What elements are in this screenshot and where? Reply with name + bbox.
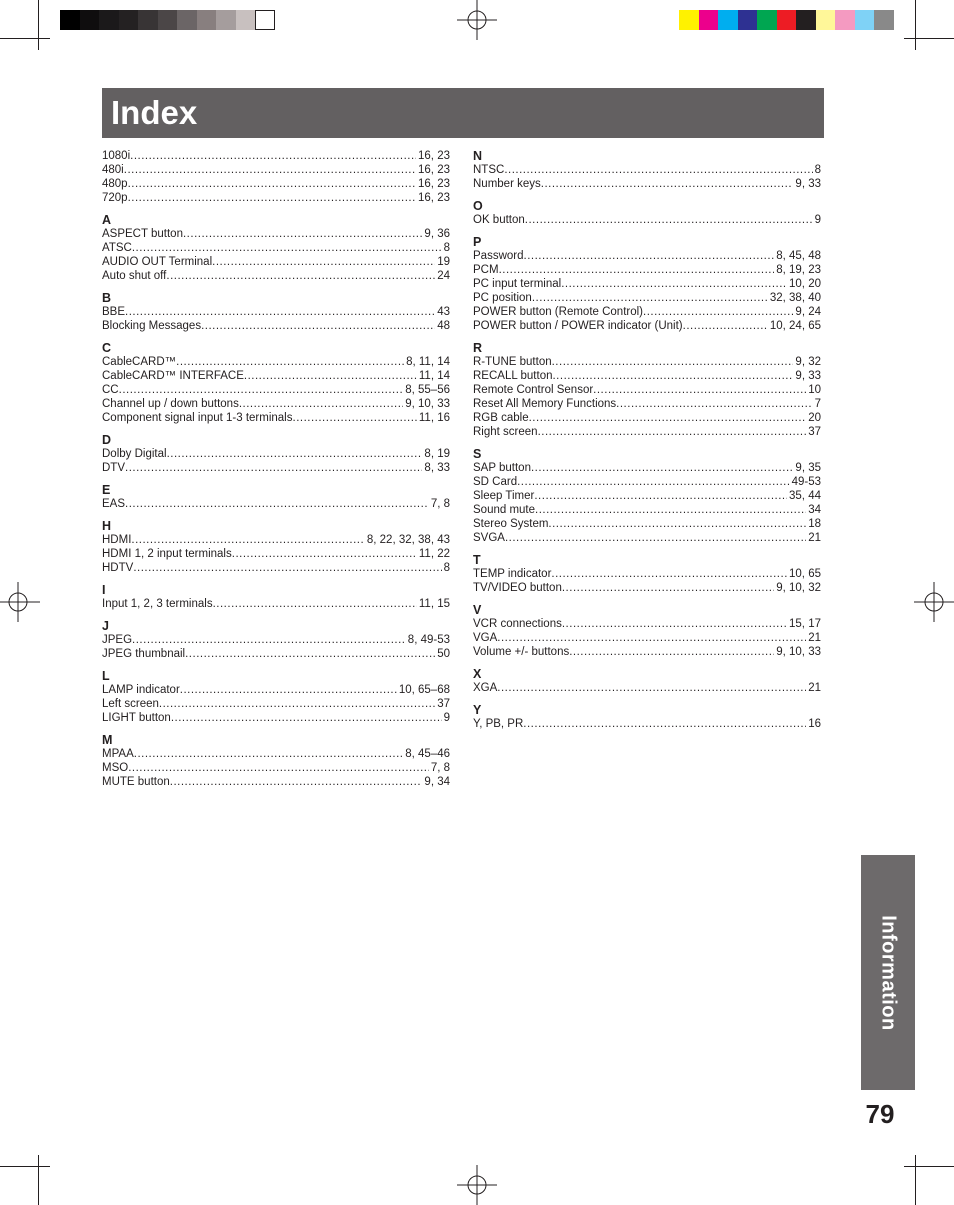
dot-leader [212,255,435,269]
index-page-refs: 49-53 [791,476,821,488]
index-entry [473,617,821,631]
index-section-letter: O [473,199,483,213]
index-page-refs: 32, 38, 40 [769,292,821,304]
index-entry [473,681,821,695]
index-page-refs: 8, 55–56 [405,384,450,396]
dot-leader [119,383,404,397]
index-term: 480i [102,164,124,176]
index-section-letter: A [102,213,112,227]
index-term: AUDIO OUT Terminal [102,256,213,268]
index-entry [102,461,450,475]
index-page-refs: 16, 23 [418,164,450,176]
index-entry [473,277,821,291]
index-entry [473,717,821,731]
index-page-refs: 20 [808,412,821,424]
index-column-left [102,149,450,789]
index-entry [473,291,821,305]
index-term: Channel up / down buttons [102,398,239,410]
index-page-refs: 10 [808,384,821,396]
dot-leader [213,597,417,611]
calibration-swatch [80,10,100,30]
calibration-swatch [60,10,80,30]
index-term: EAS [102,498,126,510]
dot-leader [534,489,787,503]
index-entry [102,355,450,369]
dot-leader [132,241,442,255]
index-page-refs: 8 [443,562,450,574]
index-section-letter: N [473,149,483,163]
index-entry [102,761,450,775]
index-entry [102,305,450,319]
index-page-refs: 7, 8 [430,762,450,774]
calibration-swatch [874,10,894,30]
index-page-refs: 37 [437,698,450,710]
color-calibration-bar [679,10,894,30]
index-term: PC input terminal [473,278,562,290]
index-section-letter: Y [473,703,482,717]
index-page-refs: 8 [443,242,450,254]
calibration-swatch [718,10,738,30]
index-entry [102,177,450,191]
dot-leader [239,397,403,411]
index-page-refs: 34 [808,504,821,516]
dot-leader [524,249,775,263]
page-title: Index [111,94,198,131]
index-entry [102,383,450,397]
dot-leader [128,761,429,775]
index-page-refs: 10, 24, 65 [769,320,821,332]
calibration-swatch [138,10,158,30]
index-page-refs: 8, 49-53 [407,634,450,646]
index-term: Stereo System [473,518,549,530]
index-page-refs: 8, 45–46 [405,748,450,760]
index-section-letter: I [102,583,106,597]
dot-leader [548,517,806,531]
dot-leader [176,355,404,369]
index-entry [473,531,821,545]
index-section-letter: C [102,341,112,355]
registration-mark-left [0,582,40,622]
index-term: Reset All Memory Functions [473,398,617,410]
index-section-letter: M [102,733,113,747]
index-page-refs: 16, 23 [418,192,450,204]
index-term: VGA [473,632,498,644]
dot-leader [125,305,435,319]
section-tab-label: Information [877,914,900,1031]
index-term: RECALL button [473,370,553,382]
index-page-refs: 8, 33 [424,462,450,474]
calibration-swatch [796,10,816,30]
index-entry [473,411,821,425]
index-term: Number keys [473,178,541,190]
index-entry [102,683,450,697]
index-entry [102,647,450,661]
dot-leader [504,163,812,177]
index-page-refs: 11, 22 [418,548,450,560]
index-entry [102,269,450,283]
index-term: TEMP indicator [473,568,552,580]
index-entry [473,305,821,319]
index-entry [102,241,450,255]
dot-leader [125,497,429,511]
index-entry [102,633,450,647]
index-entry [102,747,450,761]
index-section-letter: S [473,447,482,461]
index-entry [102,191,450,205]
index-entry [102,547,450,561]
index-entry [473,213,821,227]
index-entry [102,561,450,575]
index-page-refs: 24 [437,270,450,282]
registration-mark-top [457,0,497,40]
index-entry [473,645,821,659]
index-term: Sound mute [473,504,536,516]
index-entry [473,319,821,333]
dot-leader [183,227,422,241]
index-page-refs: 16, 23 [418,178,450,190]
index-page-refs: 8, 19 [424,448,450,460]
index-page-refs: 37 [808,426,821,438]
index-page-refs: 50 [437,648,450,660]
index-entry [473,249,821,263]
index-page-refs: 8, 22, 32, 38, 43 [366,534,450,546]
index-entry [473,263,821,277]
calibration-swatch [119,10,139,30]
index-entry [102,319,450,333]
index-page-refs: 9, 35 [795,462,821,474]
dot-leader [538,425,807,439]
index-entry [102,163,450,177]
index-section-letter: T [473,553,481,567]
dot-leader [529,411,807,425]
calibration-swatch [855,10,875,30]
index-term: Right screen [473,426,538,438]
dot-leader [125,461,422,475]
index-page-refs: 10, 65–68 [398,684,450,696]
section-tab [861,855,915,1090]
dot-leader [562,617,787,631]
index-term: BBE [102,306,126,318]
index-column-right [473,149,821,731]
dot-leader [535,503,806,517]
index-term: HDMI 1, 2 input terminals [102,548,232,560]
dot-leader [643,305,793,319]
index-entry [102,597,450,611]
index-entry [102,533,450,547]
index-term: HDMI [102,534,132,546]
index-term: SVGA [473,532,505,544]
index-term: Remote Control Sensor [473,384,594,396]
index-term: CableCARD™ INTERFACE [102,370,244,382]
index-term: Component signal input 1-3 terminals [102,412,293,424]
index-page-refs: 11, 14 [418,370,450,382]
index-term: ASPECT button [102,228,183,240]
index-term: JPEG thumbnail [102,648,186,660]
dot-leader [131,533,364,547]
index-page-refs: 9 [814,214,821,226]
index-term: Sleep Timer [473,490,535,502]
calibration-swatch [236,10,256,30]
index-entry [473,567,821,581]
index-entry [473,369,821,383]
index-term: PCM [473,264,499,276]
index-term: VCR connections [473,618,562,630]
index-entry [473,503,821,517]
index-term: ATSC [102,242,132,254]
index-section-letter: P [473,235,482,249]
dot-leader [167,447,423,461]
dot-leader [505,531,806,545]
index-page-refs: 8, 11, 14 [406,356,450,368]
dot-leader [132,633,406,647]
dot-leader [133,561,441,575]
index-page-refs: 16 [808,718,821,730]
calibration-swatch [255,10,275,30]
index-entry [102,447,450,461]
index-term: DTV [102,462,125,474]
calibration-swatch [738,10,758,30]
index-term: NTSC [473,164,505,176]
calibration-swatch [757,10,777,30]
calibration-swatch [835,10,855,30]
index-section-letter: H [102,519,112,533]
calibration-swatch [158,10,178,30]
dot-leader [159,697,435,711]
index-term: Y, PB, PR [473,718,524,730]
dot-leader [171,711,442,725]
dot-leader [497,681,806,695]
index-entry [102,369,450,383]
index-section-letter: V [473,603,482,617]
dot-leader [551,567,787,581]
dot-leader [561,277,787,291]
index-term: 480p [102,178,128,190]
dot-leader [593,383,806,397]
index-entry [473,397,821,411]
index-entry [102,697,450,711]
dot-leader [128,191,416,205]
dot-leader [166,269,435,283]
dot-leader [532,291,768,305]
dot-leader [562,581,774,595]
calibration-swatch [197,10,217,30]
index-section-letter: L [102,669,110,683]
index-term: Dolby Digital [102,448,167,460]
index-page-refs: 8, 19, 23 [776,264,821,276]
index-entry [473,163,821,177]
calibration-swatch [216,10,236,30]
index-term: LAMP indicator [102,684,180,696]
index-page-refs: 18 [808,518,821,530]
dot-leader [293,411,417,425]
dot-leader [201,319,435,333]
index-entry [102,411,450,425]
index-page-refs: 16, 23 [418,150,450,162]
index-page-refs: 19 [437,256,450,268]
index-section-letter: D [102,433,112,447]
dot-leader [683,319,768,333]
dot-leader [499,263,775,277]
index-page-refs: 21 [808,632,821,644]
index-page-refs: 21 [808,682,821,694]
index-term: Auto shut off [102,270,167,282]
index-entry [473,517,821,531]
dot-leader [124,163,416,177]
dot-leader [134,747,403,761]
dot-leader [170,775,423,789]
index-entry [473,425,821,439]
index-entry [473,461,821,475]
index-section-letter: X [473,667,482,681]
index-term: LIGHT button [102,712,171,724]
index-entry [102,149,450,163]
index-page-refs: 9, 32 [795,356,821,368]
index-term: JPEG [102,634,133,646]
dot-leader [180,683,397,697]
dot-leader [517,475,789,489]
index-term: SD Card [473,476,518,488]
index-term: TV/VIDEO button [473,582,562,594]
index-section-letter: E [102,483,111,497]
index-page-refs: 35, 44 [789,490,821,502]
index-page-refs: 9 [443,712,450,724]
index-entry [102,227,450,241]
index-entry [102,497,450,511]
index-term: Blocking Messages [102,320,202,332]
index-page-refs: 8, 45, 48 [776,250,821,262]
index-term: MSO [102,762,129,774]
index-entry [473,177,821,191]
index-term: 720p [102,192,128,204]
index-page-refs: 11, 16 [418,412,450,424]
index-entry [473,383,821,397]
index-page-refs: 9, 33 [795,370,821,382]
index-term: OK button [473,214,525,226]
dot-leader [130,149,416,163]
index-term: SAP button [473,462,531,474]
calibration-swatch [679,10,699,30]
dot-leader [531,461,793,475]
index-page-refs: 8 [814,164,821,176]
index-page-refs: 9, 33 [795,178,821,190]
index-term: R-TUNE button [473,356,552,368]
calibration-swatch [699,10,719,30]
calibration-swatch [777,10,797,30]
index-page-refs: 9, 36 [424,228,450,240]
dot-leader [523,717,806,731]
index-term: MUTE button [102,776,170,788]
page-number: 79 [865,1099,895,1129]
dot-leader [232,547,417,561]
index-term: POWER button (Remote Control) [473,306,644,318]
index-section-letter: B [102,291,112,305]
calibration-swatch [99,10,119,30]
index-page-refs: 9, 24 [795,306,821,318]
dot-leader [541,177,794,191]
index-entry [102,255,450,269]
index-section-letter: R [473,341,483,355]
index-term: MPAA [102,748,134,760]
index-entry [102,711,450,725]
index-page-refs: 10, 65 [789,568,821,580]
index-entry [102,775,450,789]
index-page-refs: 9, 34 [424,776,450,788]
index-entry [473,475,821,489]
index-term: Volume +/- buttons [473,646,570,658]
dot-leader [128,177,416,191]
dot-leader [552,355,794,369]
index-term: Password [473,250,524,262]
grayscale-calibration-bar [60,10,275,30]
index-term: RGB cable [473,412,529,424]
dot-leader [569,645,774,659]
calibration-swatch [816,10,836,30]
index-page-refs: 15, 17 [789,618,821,630]
index-term: CC [102,384,119,396]
index-entry [473,489,821,503]
index-page-refs: 7 [814,398,821,410]
index-entry [473,581,821,595]
index-page-refs: 48 [437,320,450,332]
index-term: CableCARD™ [102,356,177,368]
index-term: Input 1, 2, 3 terminals [102,598,213,610]
index-term: PC position [473,292,532,304]
index-page-refs: 21 [808,532,821,544]
index-term: POWER button / POWER indicator (Unit) [473,320,683,332]
registration-mark-bottom [457,1165,497,1205]
title-bar [102,88,824,138]
index-page-refs: 43 [437,306,450,318]
index-page-refs: 10, 20 [789,278,821,290]
index-page-refs: 9, 10, 32 [776,582,821,594]
index-term: XGA [473,682,498,694]
index-page-refs: 9, 10, 33 [776,646,821,658]
index-page-refs: 7, 8 [430,498,450,510]
index-section-letter: J [102,619,109,633]
dot-leader [497,631,806,645]
index-term: HDTV [102,562,134,574]
index-entry [473,631,821,645]
index-term: 1080i [102,150,131,162]
index-entry [473,355,821,369]
dot-leader [185,647,435,661]
dot-leader [552,369,793,383]
index-page-refs: 11, 15 [418,598,450,610]
dot-leader [525,213,813,227]
registration-mark-right [914,582,954,622]
index-term: Left screen [102,698,159,710]
dot-leader [616,397,812,411]
index-page-refs: 9, 10, 33 [405,398,450,410]
index-entry [102,397,450,411]
calibration-swatch [177,10,197,30]
dot-leader [244,369,417,383]
